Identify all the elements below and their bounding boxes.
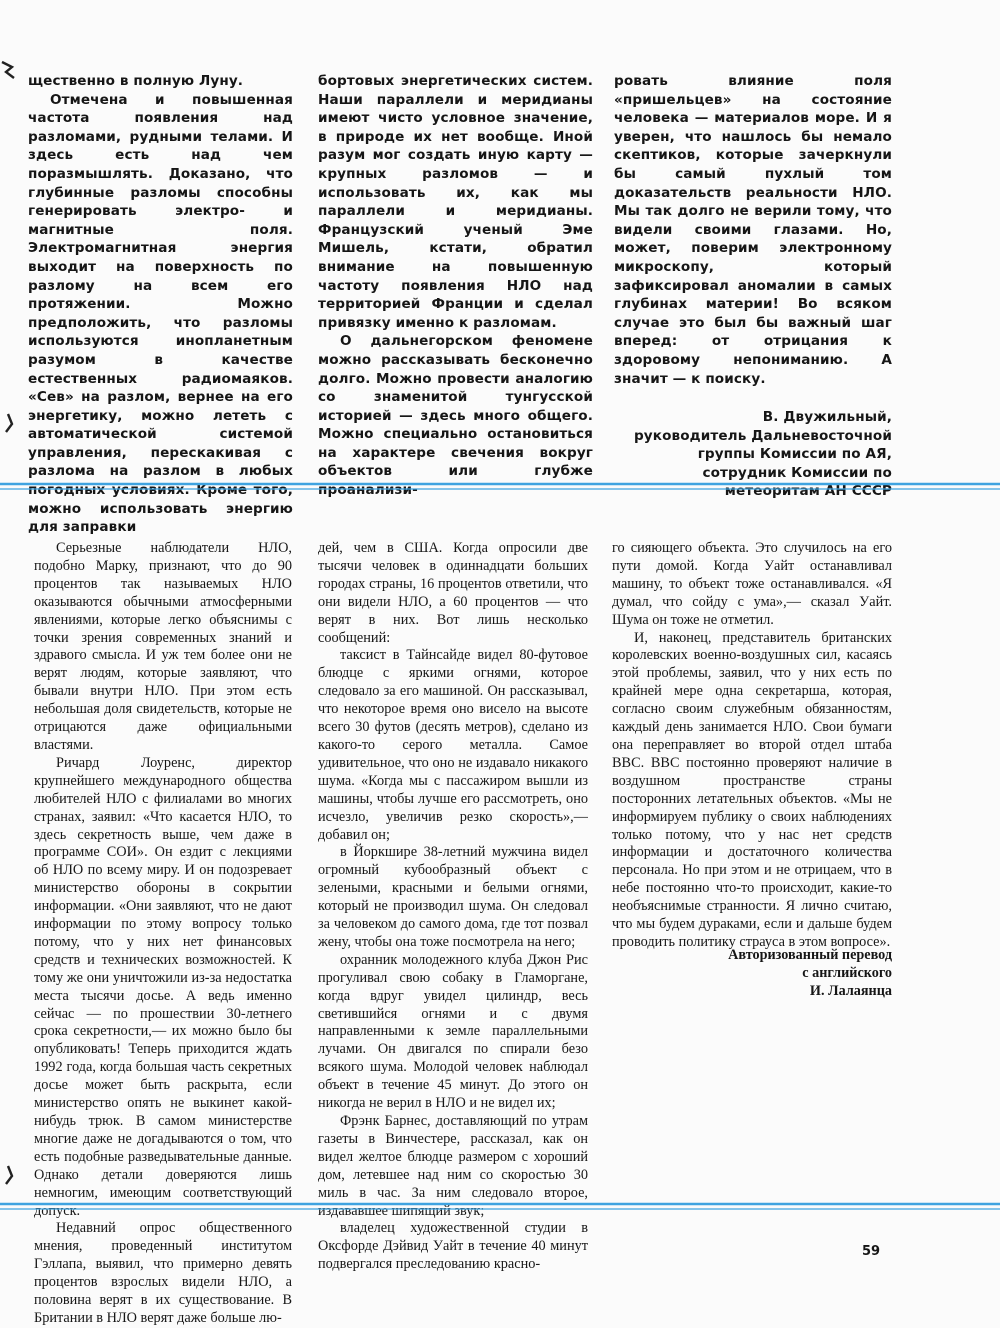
paragraph: Отмечена и повышенная частота появления над разломами, рудными телами. И здесь есть над чем поразмышлять. Доказано, что глубинные разломы способны генерировать электро- и магнитные поля. Электромагнитная энергия выходит на поверхность по разлому на всем его протяжении. Можно предположить, что разломы используются инопланетным разумом в качестве естественных радиомаяков. «Сев» на разлом, вернее на его энергетику, можно лететь с автоматической системой управления, перескакивая с разлома на разлом в любых погодных условиях. Кроме того, можно использовать энергию для заправки — [28, 91, 293, 536]
signature-line: группы Комиссии по АЯ, — [697, 446, 892, 463]
binding-mark-bottom — [0, 1164, 22, 1186]
paragraph: Фрэнк Барнес, доставляющий по утрам газеты в Винчестере, рассказал, как он видел желтое блюдце размером с хороший дом, летевшее над ним со скоростью 30 миль в час. За ним следовало второе, издававшее шипящий звук; — [318, 1113, 588, 1219]
signature-line: В. Двужильный, — [762, 409, 892, 426]
paragraph: О дальнегорском феномене можно рассказывать бесконечно долго. Можно провести аналогию со знаменитой тунгусской историей — здесь много общего. Можно специально остановиться на характере свечения вокруг объектов или глубже проанализи- — [318, 333, 593, 499]
paragraph: Недавний опрос общественного мнения, проведенный институтом Гэллапа, выявил, что примерно девять процентов взрослых видели НЛО, а половина верят в их существование. В Британии в НЛО верят даже больше лю- — [34, 1220, 292, 1326]
signature-line: сотрудник Комиссии по — [702, 464, 892, 481]
top-column-1 — [28, 72, 293, 537]
paragraph: И, наконец, представитель британских королевских военно-воздушных сил, касаясь этой проблемы, заявил, что у них есть по крайней мере одна секретарша, которая, согласно своим служебным обязанностям, каждый день занимается НЛО. Свои бумаги она переправляет во второй отдел штаба ВВС. ВВС постоянно проверяют наличие в воздушном пространстве страны посторонних летательных объектов. «Мы не информируем публику о своих наблюдениях только потому, что у нас нет средств информации и достаточного количества персонала. Но при этом и не отрицаем, что в небе постоянно что-то происходит, какие-то необъяснимые странности. Я лично считаю, что мы будем дураками, если и дальше будем проводить политику страуса в этом вопросе». — [612, 629, 892, 950]
paragraph: бортовых энергетических систем. Наши параллели и меридианы имеют чисто условное значение, в природе их нет вообще. Иной разум мог создать иную карту — крупных разломов — и использовать их, как мы параллели и меридианы. Французский ученый Эме Мишель, кстати, обратил внимание на повышенную частоту появления НЛО над территорией Франции и сделал привязку именно к разломам. — [318, 73, 593, 331]
paragraph: го сияющего объекта. Это случилось на его пути домой. Когда Уайт останавливал машину, то объект тоже останавливался. «Я думал, что сойду с ума»,— сказал Уайт. Шума он тоже не отметил. — [612, 540, 892, 628]
top-column-2 — [318, 72, 593, 500]
paragraph: охранник молодежного клуба Джон Рис прогуливал свою собаку в Гламоргане, когда вдруг увидел цилиндр, весь светившийся огнями и с двумя направленными к земле параллельными лучами. Он двигался по спирали безо всякого шума. Молодой человек наблюдал объект в течение 45 минут. До этого он никогда не верил в НЛО и не видел их; — [318, 951, 588, 1112]
paragraph: Ричард Лоуренс, директор крупнейшего международного общества любителей НЛО с филиалами во многих странах, заявил: «Что касается НЛО, то здесь секретность выше, чем даже в программе СОИ». Он ездит с лекциями об НЛО по всему миру. И он подозревает министерство обороны в сокрытии информации. «Они заявляют, что не дают информации по этому вопросу только потому, что у них нет финансовых средств и технических возможностей. К тому же они уничтожили из-за недостатка места тысячи досье. А ведь именно сейчас — по прошествии 30-летнего срока секретности,— их можно было бы опубликовать! Теперь приходится ждать 1992 года, когда большая часть секретных досье может быть раскрыта, если министерство опять не выкинет какой-нибудь трюк. В самом министерстве многие даже не догадываются о том, что есть подобные разведывательные данные. Однако детали доверяются лишь немногим, имеющим соответствующий допуск. — [34, 754, 292, 1219]
signature-line: руководитель Дальневосточной — [633, 427, 892, 444]
credit-line: Авторизованный перевод — [728, 947, 892, 963]
translation-credit — [612, 946, 892, 1000]
paragraph: таксист в Тайнсайде видел 80-футовое блюдце с яркими огнями, которое следовало за его машиной. Он рассказывал, что некоторое время оно висело на высоте всего 30 футов (десять метров), сделано из какого-то серого металла. Самое удивительное, что оно не издавало никакого шума. «Когда мы с пассажиром вышли из машины, чтобы лучше его рассмотреть, оно исчезло, увеличив резко скорость»,— добавил он; — [318, 647, 588, 843]
signature-line: метеоритам АН СССР — [724, 483, 892, 500]
binding-mark-middle — [0, 412, 22, 434]
section-divider-top — [0, 480, 1000, 494]
section-divider-bottom — [0, 1200, 1000, 1214]
credit-line: с английского — [802, 965, 892, 981]
paragraph: в Йоркшире 38-летний мужчина видел огромный кубообразный объект с зелеными, красными и белыми огнями, который не производил шума. Он следовал за человеком до самого дома, где тот позвал жену, чтобы она тоже посмотрела на него; — [318, 844, 588, 950]
paragraph: щественно в полную Луну. — [28, 73, 244, 89]
paragraph: Серьезные наблюдатели НЛО, подобно Марку, признают, что до 90 процентов так называемых НЛО оказываются обычными атмосферными явлениями, которые легко объяснимы с точки зрения современных знаний и здравого смысла. И уж тем более они не верят людям, которые заявляют, что бывали внутри НЛО. При этом есть небольшая доля свидетельств, которые не отрицаются даже официальными властями. — [34, 540, 292, 753]
binding-mark-top — [0, 58, 22, 80]
top-column-3 — [614, 72, 892, 501]
paragraph: дей, чем в США. Когда опросили две тысячи человек в одиннадцати больших городах страны, 16 процентов ответили, что они видели НЛО, а 60 процентов — что верят в них. Вот лишь несколько сообщений: — [318, 540, 588, 646]
bottom-column-2 — [318, 540, 588, 1274]
paragraph: владелец художественной студии в Оксфорде Дэйвид Уайт в течение 40 минут подвергался преследованию красно- — [318, 1220, 588, 1273]
page-number: 59 — [862, 1244, 881, 1259]
paragraph: ровать влияние поля «пришельцев» на состояние человека — материалов море. И я уверен, что нашлось бы немало скептиков, которые зачеркнули бы самый пухлый том доказательств реальности НЛО. Мы так долго не верили тому, что видели своими глазами. Но, может, поверим электронному микроскопу, который зафиксировал аномалии в самых глубинах материи! Во всяком случае это был бы важный шаг вперед: от отрицания к здоровому непониманию. А значит — к поиску. — [614, 73, 892, 387]
credit-line: И. Лалаянца — [809, 983, 892, 999]
bottom-column-3 — [612, 540, 892, 952]
